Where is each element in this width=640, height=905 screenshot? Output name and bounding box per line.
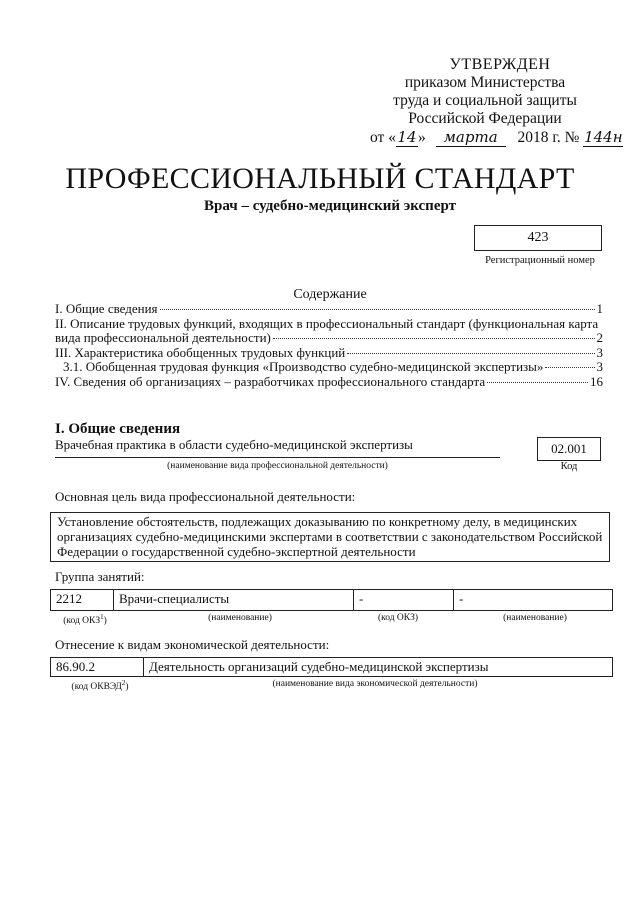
registration-number-box: 423 <box>474 225 602 251</box>
document-title: ПРОФЕССИОНАЛЬНЫЙ СТАНДАРТ <box>65 162 575 195</box>
group-label: Группа занятий: <box>55 569 145 584</box>
approval-line2: труда и социальной защиты <box>393 92 577 109</box>
okved-code: 86.90.2 <box>51 658 144 676</box>
group-caption: (наименование) <box>503 613 567 623</box>
goal-text-box: Установление обстоятельств, подлежащих доказыванию по конкретному делу, в медицинских организациях судебно-медицинскими экспертами в соответствии с законодательством Российской Федерации о государственной судебно-экспертной деятельности <box>50 512 610 562</box>
group-caption: (код ОКЗ$^1$) <box>63 613 107 627</box>
approval-heading: УТВЕРЖДЕН <box>449 56 551 73</box>
group-name-2: - <box>459 591 464 606</box>
group-name: Врачи-специалисты <box>114 590 354 610</box>
activity-caption: (наименование вида профессиональной деятельности) <box>167 461 388 471</box>
group-caption: (код ОКЗ) <box>377 613 419 623</box>
registration-label: Регистрационный номер <box>485 255 595 266</box>
date-prefix: от « <box>370 129 396 146</box>
approval-line3: Российской Федерации <box>408 110 562 127</box>
goal-label: Основная цель вида профессиональной деятельности: <box>55 489 356 504</box>
order-number: 144н <box>584 128 623 146</box>
econ-label: Отнесение к видам экономической деятельности: <box>55 637 330 652</box>
group-okz-code-2: - <box>354 590 454 610</box>
toc-item[interactable]: IV. Сведения об организациях – разработчиках профессионального стандарта 16 <box>55 373 603 389</box>
toc-title: Содержание <box>293 287 367 302</box>
econ-caption: (наименование вида экономической деятельности) <box>272 679 478 689</box>
date-year: 2018 г. № <box>517 129 580 146</box>
activity-name: Врачебная практика в области судебно-медицинской экспертизы <box>55 437 500 458</box>
toc-item[interactable]: I. Общие сведения 1 <box>55 301 603 316</box>
group-caption: (наименование) <box>208 613 272 623</box>
toc-item[interactable]: 3.1. Обобщенная трудовая функция «Производство судебно-медицинской экспертизы» 3 <box>63 359 603 374</box>
activity-code: 02.001 <box>537 437 601 461</box>
date-month: марта <box>436 128 506 147</box>
date-mid: » <box>417 129 426 146</box>
document-subtitle: Врач – судебно-медицинский эксперт <box>204 198 456 214</box>
toc-item[interactable]: III. Характеристика обобщенных трудовых функций 3 <box>55 344 603 360</box>
okved-name: Деятельность организаций судебно-медицинской экспертизы <box>149 659 489 674</box>
date-day: 14 <box>397 128 417 146</box>
econ-table <box>50 657 613 677</box>
approval-date <box>370 128 623 147</box>
toc-item[interactable]: II. Описание трудовых функций, входящих в профессиональный стандарт (функциональная карта вида профессиональной деятельности) 2 <box>55 315 603 345</box>
section-heading: I. Общие сведения <box>55 421 181 437</box>
approval-line1: приказом Министерства <box>404 74 566 91</box>
table-of-contents <box>55 302 603 389</box>
approval-block <box>360 56 610 128</box>
group-okz-code: 2212 <box>51 590 114 610</box>
econ-caption: (код ОКВЭД$^2$) <box>71 679 129 693</box>
code-caption: Код <box>560 461 578 472</box>
group-table <box>50 589 613 611</box>
